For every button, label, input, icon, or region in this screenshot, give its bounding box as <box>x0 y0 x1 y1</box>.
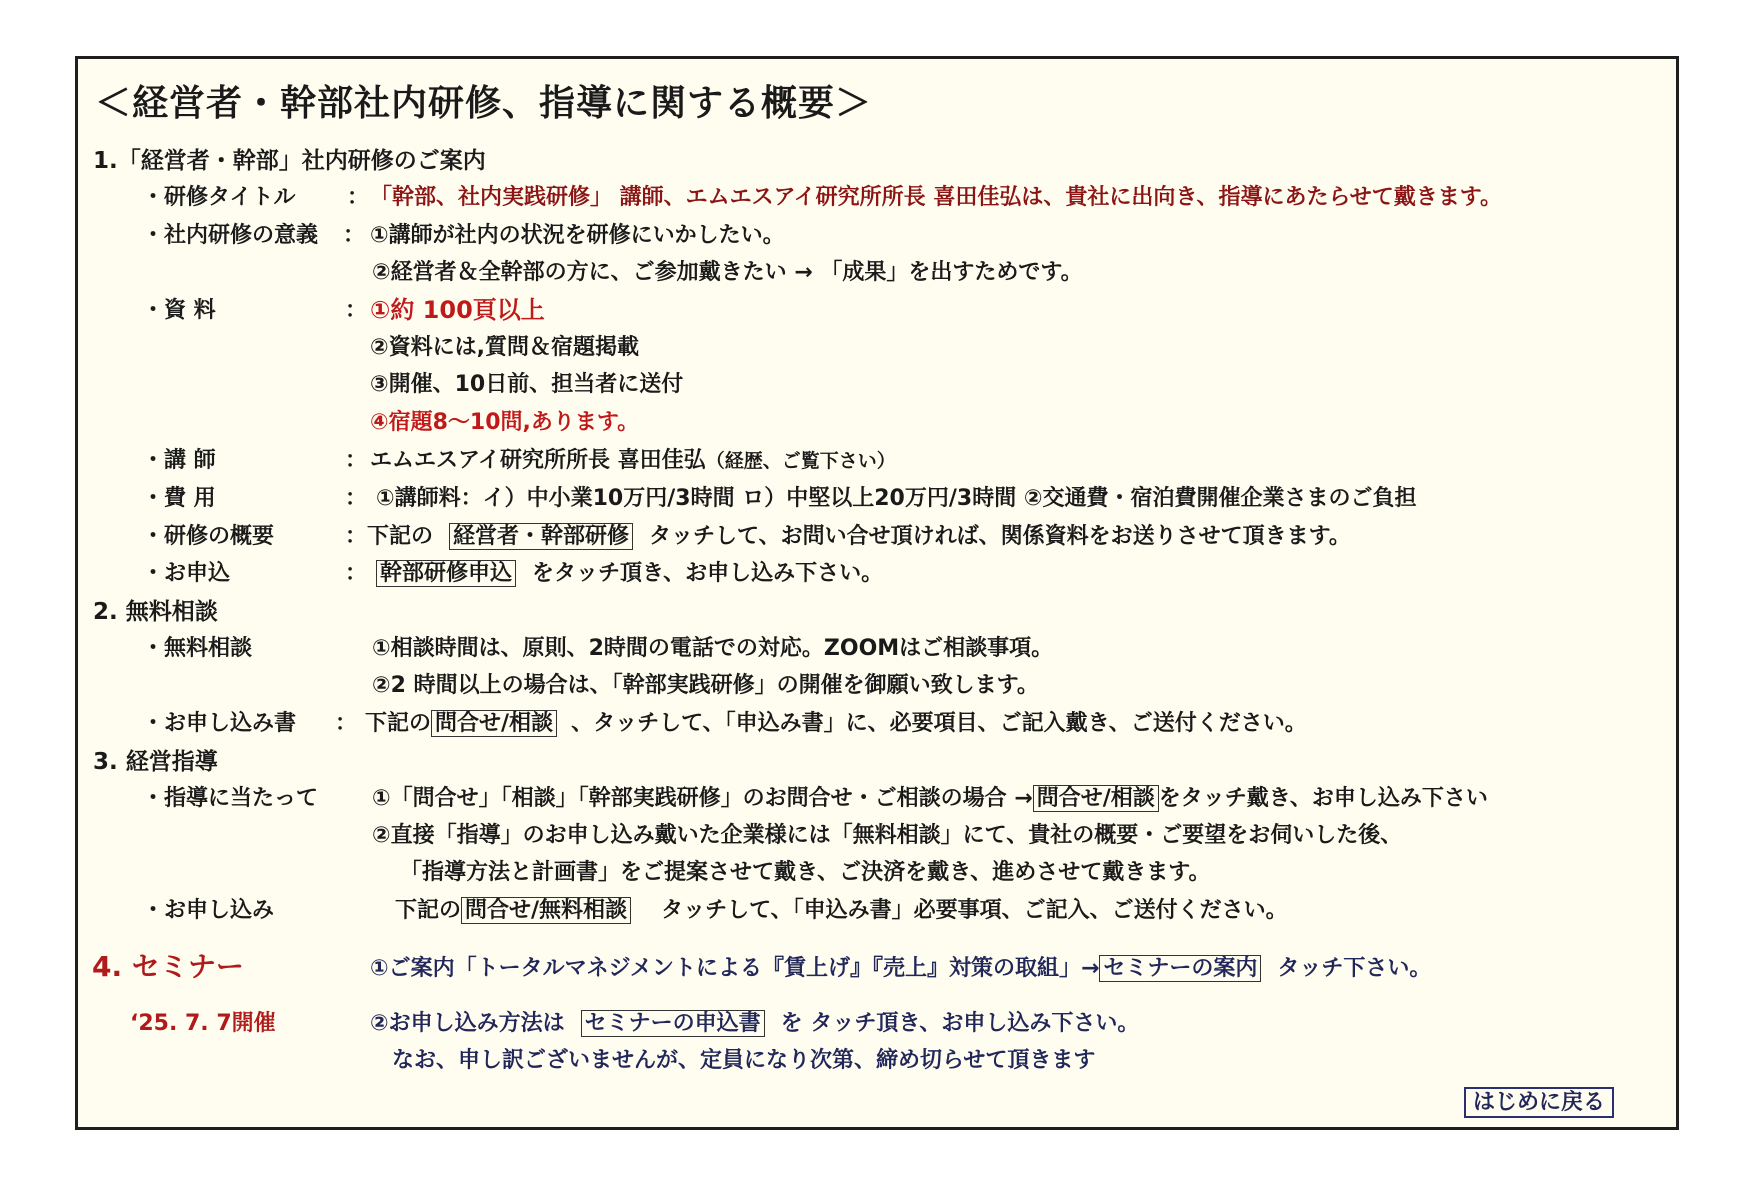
fee-label: ・費 用 <box>142 486 216 511</box>
form-text <box>365 710 1307 738</box>
guidance-apply-pre: 下記の <box>395 898 462 923</box>
meaning-line-2: ②経営者＆全幹部の方に、ご参加戴きたい → 「成果」を出すためです。 <box>372 260 1083 285</box>
meaning-colon: ： <box>343 223 366 248</box>
guidance-apply-post: タッチして、「申込み書」必要事項、ご記入、ご送付ください。 <box>661 898 1288 923</box>
overview-text <box>367 523 1351 551</box>
guidance-label: ・指導に当たって <box>142 786 319 811</box>
lecturer-note: （経歴、ご覧下さい） <box>705 450 896 472</box>
overview-label: ・研修の概要 <box>142 524 275 549</box>
lecturer-value <box>370 447 896 475</box>
seminar-line-1-pre: ①ご案内「トータルマネジメントによる『賃上げ』『売上』対策の取組」→ <box>370 956 1100 981</box>
form-pre: 下記の <box>365 711 432 736</box>
materials-line-2: ②資料には,質問＆宿題掲載 <box>370 335 639 360</box>
overview-post: タッチして、お問い合せ頂ければ、関係資料をお送りさせて頂きます。 <box>649 524 1351 549</box>
fee-value: ①講師料：イ）中小業10万円/3時間 ロ）中堅以上20万円/3時間 ②交通費・宿泊費開催企業さまのご負担 <box>376 486 1417 511</box>
fee-colon: ： <box>345 486 368 511</box>
apply-text <box>376 560 883 588</box>
page-title: ＜経営者・幹部社内研修、指導に関する概要＞ <box>95 83 873 124</box>
section-4-heading: 4. セミナー <box>92 950 244 983</box>
materials-colon: ： <box>345 298 368 323</box>
inquiry-consult-link[interactable]: 問合せ/相談 <box>431 710 557 737</box>
materials-label: ・資 料 <box>142 298 216 323</box>
guidance-line-3: 「指導方法と計画書」をご提案させて戴き、ご決済を戴き、進めさせて戴きます。 <box>400 860 1211 885</box>
lecturer-colon: ： <box>345 448 368 473</box>
training-title-colon: ： <box>347 185 370 210</box>
guidance-apply-text <box>395 897 1288 925</box>
section-3-heading: 3. 経営指導 <box>93 749 218 775</box>
guidance-line-1 <box>372 785 1488 813</box>
apply-colon: ： <box>345 561 368 586</box>
seminar-line-1 <box>370 955 1431 983</box>
materials-line-1: ①約 100頁以上 <box>370 296 545 324</box>
executive-training-link[interactable]: 経営者・幹部研修 <box>449 523 633 550</box>
guidance-line-2: ②直接「指導」のお申し込み戴いた企業様には「無料相談」にて、貴社の概要・ご要望をお伺いした後、 <box>372 823 1403 848</box>
form-colon: ： <box>335 711 358 736</box>
lecturer-label: ・講 師 <box>142 448 216 473</box>
materials-line-3: ③開催、10日前、担当者に送付 <box>370 372 684 397</box>
meaning-label: ・社内研修の意義 <box>142 223 319 248</box>
seminar-line-2 <box>370 1010 1139 1038</box>
guidance-inquiry-link[interactable]: 問合せ/相談 <box>1033 785 1159 812</box>
seminar-form-link[interactable]: セミナーの申込書 <box>581 1010 765 1037</box>
section-1-heading: 1.「経営者・幹部」社内研修のご案内 <box>93 148 486 174</box>
free-consult-label: ・無料相談 <box>142 636 253 661</box>
seminar-date: ‘25. 7. 7開催 <box>130 1011 276 1036</box>
overview-colon: ： <box>345 524 368 549</box>
apply-post: をタッチ頂き、お申し込み下さい。 <box>532 561 884 586</box>
seminar-line-1-post: タッチ下さい。 <box>1277 956 1432 981</box>
seminar-line-2-pre: ②お申し込み方法は <box>370 1011 565 1036</box>
overview-pre: 下記の <box>367 524 434 549</box>
meaning-line-1: ①講師が社内の状況を研修にいかしたい。 <box>370 223 785 248</box>
free-consult-line-2: ②2 時間以上の場合は、「幹部実践研修」の開催を御願い致します。 <box>372 673 1039 698</box>
apply-label: ・お申込 <box>142 561 231 586</box>
seminar-line-3: なお、申し訳ございませんが、定員になり次第、締め切らせて頂きます <box>392 1048 1096 1073</box>
executive-training-apply-link[interactable]: 幹部研修申込 <box>376 560 516 587</box>
lecturer-name: エムエスアイ研究所所長 喜田佳弘 <box>370 448 706 473</box>
form-label: ・お申し込み書 <box>142 711 297 736</box>
section-2-heading: 2. 無料相談 <box>93 599 218 625</box>
seminar-info-link[interactable]: セミナーの案内 <box>1099 955 1261 982</box>
back-to-top-button[interactable]: はじめに戻る <box>1464 1087 1614 1118</box>
training-title-value: 「幹部、社内実践研修」 講師、エムエスアイ研究所所長 喜田佳弘は、貴社に出向き、指導にあたらせて戴きます。 <box>370 185 1503 210</box>
seminar-line-2-post: を タッチ頂き、お申し込み下さい。 <box>780 1011 1140 1036</box>
free-consult-line-1: ①相談時間は、原則、2時間の電話での対応。ZOOMはご相談事項。 <box>372 636 1054 661</box>
inquiry-free-consult-link[interactable]: 問合せ/無料相談 <box>461 897 631 924</box>
guidance-apply-label: ・お申し込み <box>142 898 275 923</box>
guidance-line-1-post: をタッチ戴き、お申し込み下さい <box>1158 786 1488 811</box>
materials-line-4: ④宿題8～10問,あります。 <box>370 410 640 435</box>
training-title-label: ・研修タイトル <box>142 185 296 210</box>
guidance-line-1-pre: ①「問合せ」「相談」「幹部実践研修」のお問合せ・ご相談の場合 → <box>372 786 1033 811</box>
form-post: 、タッチして、「申込み書」に、必要項目、ご記入戴き、ご送付ください。 <box>571 711 1307 736</box>
